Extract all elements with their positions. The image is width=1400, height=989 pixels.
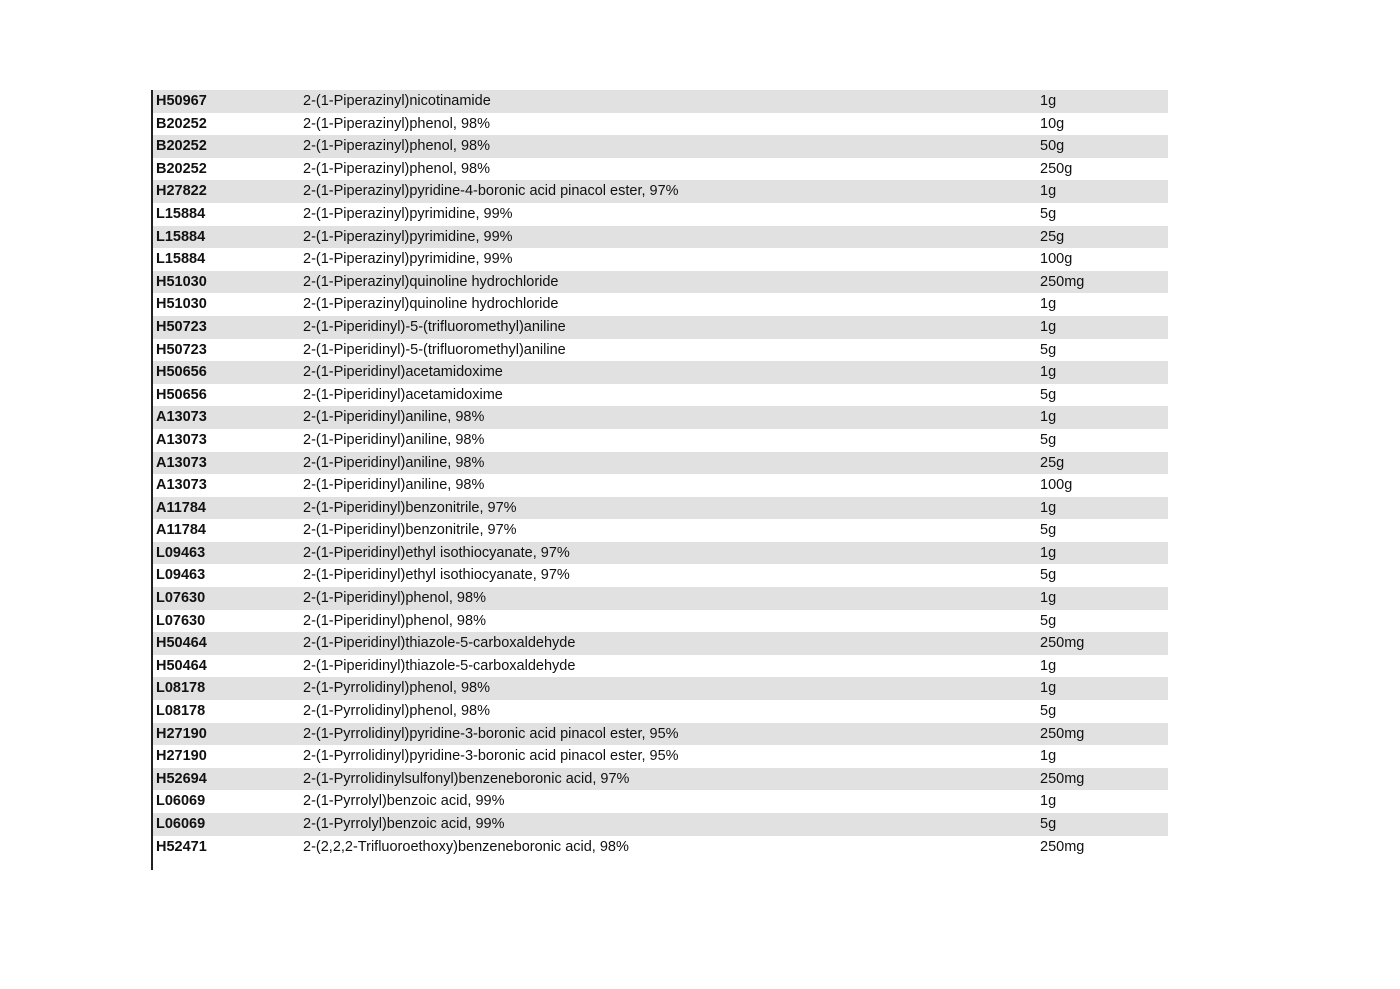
pack-size-cell: 25g [1040,228,1065,245]
table-row [153,316,1168,339]
catalog-number-cell: H27190 [156,748,207,765]
pack-size-cell: 5g [1040,431,1057,448]
table-row [153,632,1168,655]
catalog-number-cell: A11784 [156,499,206,516]
pack-size-cell: 1g [1040,93,1057,109]
catalog-number-cell: H51030 [156,296,207,313]
product-name-cell: 2-(1-Piperidinyl)thiazole-5-carboxaldehyde [303,657,576,674]
pack-size-cell: 1g [1040,318,1057,335]
pack-size-cell: 10g [1040,115,1065,132]
table-row [153,361,1168,384]
catalog-number-cell: L06069 [156,816,206,832]
product-name-cell: 2-(1-Piperazinyl)pyrimidine, 99% [303,251,513,268]
table-row [153,564,1168,587]
catalog-number-cell: L06069 [156,793,206,810]
table-row [153,248,1168,271]
catalog-number-cell: H52471 [156,838,207,855]
pack-size-cell: 25g [1040,454,1065,471]
catalog-number-cell: L07630 [156,612,206,629]
product-name-cell: 2-(1-Piperazinyl)phenol, 98% [303,115,490,132]
catalog-number-cell: H51030 [156,273,207,290]
catalog-number-cell: L09463 [156,544,206,561]
catalog-number-cell: A13073 [156,431,207,448]
pack-size-cell: 5g [1040,386,1057,403]
catalog-number-cell: B20252 [156,115,207,132]
catalog-number-cell: L08178 [156,680,206,697]
pack-size-cell: 5g [1040,205,1057,222]
pack-size-cell: 5g [1040,612,1057,629]
table-row [153,113,1168,136]
product-name-cell: 2-(1-Piperidinyl)thiazole-5-carboxaldehyde [303,635,576,652]
pack-size-cell: 1g [1040,364,1057,381]
table-row [153,655,1168,678]
product-name-cell: 2-(1-Piperidinyl)-5-(trifluoromethyl)aniline [303,318,566,335]
product-name-cell: 2-(1-Piperazinyl)phenol, 98% [303,160,490,177]
product-name-cell: 2-(1-Piperazinyl)phenol, 98% [303,138,490,155]
catalog-number-cell: L15884 [156,205,206,222]
pack-size-cell: 1g [1040,544,1057,561]
catalog-number-cell: H50656 [156,364,207,381]
product-name-cell: 2-(1-Piperidinyl)ethyl isothiocyanate, 97% [303,567,570,584]
table-row [153,226,1168,249]
product-name-cell: 2-(1-Piperazinyl)quinoline hydrochloride [303,296,559,313]
catalog-number-cell: H50464 [156,635,207,652]
pack-size-cell: 1g [1040,499,1057,516]
catalog-number-cell: A13073 [156,409,207,426]
product-name-cell: 2-(1-Piperidinyl)acetamidoxime [303,364,503,381]
product-name-cell: 2-(1-Piperidinyl)ethyl isothiocyanate, 97% [303,544,570,561]
product-name-cell: 2-(1-Piperidinyl)aniline, 98% [303,431,485,448]
table-row [153,497,1168,520]
product-name-cell: 2-(1-Pyrrolidinylsulfonyl)benzeneboronic acid, 97% [303,770,630,787]
table-row [153,293,1168,316]
table-row [153,790,1168,813]
pack-size-cell: 1g [1040,680,1057,697]
pack-size-cell: 250mg [1040,770,1085,787]
table-row [153,474,1168,497]
product-name-cell: 2-(1-Piperidinyl)-5-(trifluoromethyl)aniline [303,341,566,358]
table-row [153,339,1168,362]
catalog-number-cell: A11784 [156,522,206,539]
pack-size-cell: 1g [1040,590,1057,607]
product-name-cell: 2-(1-Pyrrolyl)benzoic acid, 99% [303,816,505,832]
pack-size-cell: 1g [1040,657,1057,674]
table-row [153,135,1168,158]
catalog-number-cell: L07630 [156,590,206,607]
table-row [153,384,1168,407]
pack-size-cell: 1g [1040,793,1057,810]
pack-size-cell: 1g [1040,296,1057,313]
pack-size-cell: 1g [1040,409,1057,426]
table-row [153,452,1168,475]
pack-size-cell: 100g [1040,251,1073,268]
product-name-cell: 2-(1-Piperidinyl)benzonitrile, 97% [303,499,517,516]
pack-size-cell: 1g [1040,183,1057,200]
product-name-cell: 2-(1-Piperidinyl)benzonitrile, 97% [303,522,517,539]
catalog-number-cell: L15884 [156,251,206,268]
table-row [153,203,1168,226]
pack-size-cell: 250g [1040,160,1073,177]
catalog-number-cell: B20252 [156,160,207,177]
table-row [153,745,1168,768]
product-name-cell: 2-(1-Piperidinyl)acetamidoxime [303,386,503,403]
table-row [153,813,1168,836]
product-name-cell: 2-(1-Piperidinyl)phenol, 98% [303,612,486,629]
catalog-number-cell: H27190 [156,725,207,742]
table-row [153,180,1168,203]
table-row [153,587,1168,610]
product-name-cell: 2-(1-Piperidinyl)phenol, 98% [303,590,486,607]
product-table [151,90,1168,870]
table-row [153,610,1168,633]
pack-size-cell: 50g [1040,138,1065,155]
product-name-cell: 2-(1-Pyrrolyl)benzoic acid, 99% [303,793,505,810]
product-name-cell: 2-(1-Piperazinyl)pyridine-4-boronic acid pinacol ester, 97% [303,183,679,200]
table-row [153,723,1168,746]
catalog-number-cell: H27822 [156,183,207,200]
product-name-cell: 2-(1-Pyrrolidinyl)pyridine-3-boronic acid pinacol ester, 95% [303,725,679,742]
catalog-number-cell: L09463 [156,567,206,584]
product-name-cell: 2-(1-Piperazinyl)nicotinamide [303,93,491,109]
table-row [153,519,1168,542]
pack-size-cell: 1g [1040,748,1057,765]
pack-size-cell: 5g [1040,341,1057,358]
product-name-cell: 2-(1-Piperazinyl)quinoline hydrochloride [303,273,559,290]
pack-size-cell: 250mg [1040,838,1085,855]
table-row [153,406,1168,429]
product-name-cell: 2-(1-Piperidinyl)aniline, 98% [303,454,485,471]
catalog-number-cell: L15884 [156,228,206,245]
table-row [153,429,1168,452]
catalog-number-cell: A13073 [156,454,207,471]
product-name-cell: 2-(1-Pyrrolidinyl)phenol, 98% [303,680,490,697]
table-row [153,768,1168,791]
product-name-cell: 2-(1-Pyrrolidinyl)pyridine-3-boronic acid pinacol ester, 95% [303,748,679,765]
catalog-number-cell: H52694 [156,770,207,787]
pack-size-cell: 5g [1040,567,1057,584]
catalog-number-cell: B20252 [156,138,207,155]
catalog-number-cell: H50656 [156,386,207,403]
catalog-number-cell: H50464 [156,657,207,674]
catalog-number-cell: H50723 [156,318,207,335]
product-name-cell: 2-(1-Pyrrolidinyl)phenol, 98% [303,703,490,720]
catalog-number-cell: A13073 [156,477,207,494]
catalog-number-cell: H50723 [156,341,207,358]
table-row [153,836,1168,859]
table-row [153,90,1168,113]
table-row [153,271,1168,294]
product-name-cell: 2-(1-Piperazinyl)pyrimidine, 99% [303,228,513,245]
table-row [153,700,1168,723]
catalog-number-cell: L08178 [156,703,206,720]
pack-size-cell: 250mg [1040,273,1085,290]
pack-size-cell: 5g [1040,522,1057,539]
pack-size-cell: 5g [1040,703,1057,720]
product-name-cell: 2-(1-Piperazinyl)pyrimidine, 99% [303,205,513,222]
pack-size-cell: 100g [1040,477,1073,494]
product-name-cell: 2-(1-Piperidinyl)aniline, 98% [303,477,485,494]
catalog-number-cell: H50967 [156,93,207,109]
table-row [153,542,1168,565]
table-row [153,677,1168,700]
table-row [153,158,1168,181]
pack-size-cell: 5g [1040,816,1057,832]
pack-size-cell: 250mg [1040,725,1085,742]
product-name-cell: 2-(2,2,2-Trifluoroethoxy)benzeneboronic acid, 98% [303,838,629,855]
pack-size-cell: 250mg [1040,635,1085,652]
product-name-cell: 2-(1-Piperidinyl)aniline, 98% [303,409,485,426]
